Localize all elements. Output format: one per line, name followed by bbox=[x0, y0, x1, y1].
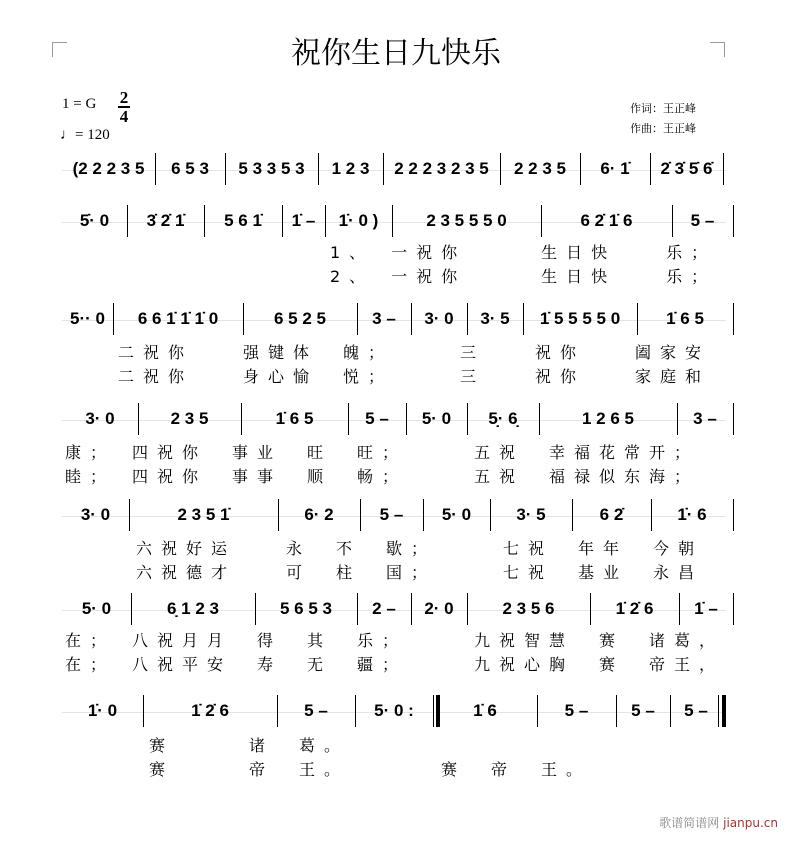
measure: 2· 0 bbox=[424, 599, 454, 618]
measure: 5 – bbox=[690, 211, 715, 230]
measure: 2 3 5 6 bbox=[502, 599, 555, 618]
lyric-verse-2: 六祝德才 可 柱 国； 七祝 基业 永昌 bbox=[136, 563, 704, 582]
barline bbox=[138, 403, 139, 435]
barline bbox=[572, 499, 573, 531]
barline bbox=[129, 499, 130, 531]
measure: 3· 0 bbox=[85, 409, 115, 428]
barline bbox=[616, 695, 617, 727]
measure: 3· 0 bbox=[424, 309, 454, 328]
measure: 1̇ – bbox=[694, 599, 718, 618]
lyric-verse-1: 1、 一祝你 生日快 乐； bbox=[330, 243, 717, 262]
barline bbox=[500, 153, 501, 185]
measure: 5 – bbox=[631, 701, 655, 720]
time-signature-top: 2 bbox=[119, 88, 129, 107]
barline bbox=[733, 303, 734, 335]
barline bbox=[155, 153, 156, 185]
lyric-verse-1: 二祝你 强键体 魄； 三 祝你 阖家安 bbox=[118, 343, 711, 362]
barline bbox=[355, 695, 356, 727]
barline bbox=[733, 593, 734, 625]
measure: 5 3 3 5 3 bbox=[238, 159, 305, 178]
measure: 1 2 6 5 bbox=[582, 409, 634, 428]
barline bbox=[241, 403, 242, 435]
barline bbox=[278, 499, 279, 531]
music-system-6 bbox=[0, 593, 792, 625]
barline bbox=[143, 695, 144, 727]
barline bbox=[383, 153, 384, 185]
lyric-verse-2: 2、 一祝你 生日快 乐； bbox=[330, 267, 717, 286]
barline bbox=[282, 205, 283, 237]
barline bbox=[467, 403, 468, 435]
lyric-verse-2: 赛 帝 王。 赛 帝 王。 bbox=[149, 760, 592, 779]
music-system-7 bbox=[0, 695, 792, 727]
barline bbox=[243, 303, 244, 335]
barline bbox=[411, 303, 412, 335]
final-barline bbox=[722, 695, 726, 727]
measure: 1̇ – bbox=[291, 211, 316, 230]
measure: 5̇· 0 bbox=[79, 211, 110, 230]
measure: 2 3 5 5 5 0 bbox=[426, 211, 507, 230]
watermark-site: 歌谱简谱网 bbox=[659, 816, 720, 830]
measure: 5· 0 bbox=[421, 409, 452, 428]
barline bbox=[590, 593, 591, 625]
barline bbox=[580, 153, 581, 185]
measure: 6 2̇ bbox=[599, 505, 624, 524]
barline bbox=[637, 303, 638, 335]
measure: 6 5 2 5 bbox=[274, 309, 326, 328]
composer-credit: 作曲：王正峰 bbox=[630, 122, 696, 135]
barline bbox=[127, 205, 128, 237]
barline bbox=[325, 205, 326, 237]
measure: 3· 0 bbox=[80, 505, 111, 524]
measure: 1̇ 2̇ 6 bbox=[615, 599, 654, 618]
measure: 5̣· 6̣ bbox=[488, 409, 518, 428]
measure: 2 – bbox=[372, 599, 396, 618]
barline bbox=[255, 593, 256, 625]
barline bbox=[433, 695, 434, 727]
lyricist-credit: 作词：王正峰 bbox=[630, 102, 696, 115]
measure: 3· 5 bbox=[516, 505, 546, 524]
measure: 3 – bbox=[693, 409, 717, 428]
lyric-verse-1: 赛 诸 葛。 bbox=[149, 736, 350, 755]
lyric-verse-2: 睦； 四祝你 事事 顺 畅； 五祝 福禄似东海； bbox=[65, 467, 700, 486]
barline bbox=[651, 499, 652, 531]
key-signature: 1 = G bbox=[62, 96, 97, 112]
lyric-verse-2: 二祝你 身心愉 悦； 三 祝你 家庭和 bbox=[118, 367, 711, 386]
measure: 5 – bbox=[564, 701, 589, 720]
measure: 5· 0 : bbox=[374, 701, 414, 720]
lyric-verse-1: 康； 四祝你 事业 旺 旺； 五祝 幸福花常开； bbox=[65, 443, 700, 462]
barline bbox=[467, 303, 468, 335]
barline bbox=[490, 499, 491, 531]
measure: 2 3 5 1̇ bbox=[177, 505, 230, 524]
barline bbox=[733, 403, 734, 435]
measure: 5· 0 bbox=[441, 505, 472, 524]
music-system-4 bbox=[0, 403, 792, 435]
barline bbox=[348, 403, 349, 435]
measure: 3 – bbox=[372, 309, 396, 328]
measure: 5· 0 bbox=[81, 599, 112, 618]
barline bbox=[357, 303, 358, 335]
measure: 6 6 1̇ 1̇ 1̇ 0 bbox=[137, 309, 219, 328]
barline bbox=[672, 205, 673, 237]
music-system-5 bbox=[0, 499, 792, 531]
measure: 5 – bbox=[365, 409, 389, 428]
music-system-2 bbox=[0, 205, 792, 237]
barline bbox=[113, 303, 114, 335]
lyric-verse-1: 在； 八祝月月 得 其 乐； 九祝智慧 赛 诸葛， bbox=[65, 631, 725, 650]
barline bbox=[360, 499, 361, 531]
music-system-1 bbox=[0, 153, 792, 185]
final-barline-thin bbox=[718, 695, 719, 727]
watermark bbox=[659, 814, 778, 831]
barline bbox=[541, 205, 542, 237]
barline bbox=[539, 403, 540, 435]
measure: 3̇ 2̇ 1̇ bbox=[146, 211, 185, 230]
barline bbox=[723, 153, 724, 185]
song-title: 祝你生日九快乐 bbox=[291, 36, 501, 71]
time-signature-bottom: 4 bbox=[119, 107, 129, 126]
measure: 2̇ 3̇ 5̇ 6̇ bbox=[660, 159, 713, 178]
measure: 5·· 0 bbox=[70, 309, 105, 328]
barline bbox=[277, 695, 278, 727]
barline bbox=[406, 403, 407, 435]
measure: 5 6 1̇ bbox=[224, 211, 262, 230]
barline bbox=[733, 499, 734, 531]
watermark-domain: jianpu.cn bbox=[723, 816, 778, 830]
measure: 6· 2 bbox=[304, 505, 334, 524]
measure: 5 – bbox=[684, 701, 708, 720]
measure: 5 – bbox=[379, 505, 404, 524]
measure: 5 6 5 3 bbox=[280, 599, 332, 618]
measure: 1̇ 2̇ 6 bbox=[191, 701, 229, 720]
measure: 6 5 3 bbox=[171, 159, 209, 178]
barline bbox=[204, 205, 205, 237]
measure: 2 3 5 bbox=[170, 409, 209, 428]
barline bbox=[411, 593, 412, 625]
measure: 1̇ 6 5 bbox=[275, 409, 314, 428]
measure: 1̇ 6 bbox=[473, 701, 497, 720]
barline bbox=[318, 153, 319, 185]
lyric-verse-2: 在； 八祝平安 寿 无 疆； 九祝心胸 赛 帝王， bbox=[65, 655, 725, 674]
measure: 5 – bbox=[304, 701, 328, 720]
barline bbox=[670, 695, 671, 727]
measure: 1̇ 5 5 5 5 0 bbox=[539, 309, 621, 328]
barline bbox=[357, 593, 358, 625]
measure: 6̣ 1 2 3 bbox=[167, 599, 219, 618]
time-signature bbox=[118, 90, 130, 124]
barline bbox=[677, 403, 678, 435]
tempo-marking: ♩= 120 bbox=[60, 127, 110, 143]
lyric-verse-1: 六祝好运 永 不 歇； 七祝 年年 今朝 bbox=[136, 539, 704, 558]
measure: 2 2 2 3 2 3 5 bbox=[394, 159, 489, 178]
measure: 6· 1̇ bbox=[600, 159, 630, 178]
barline bbox=[733, 205, 734, 237]
measure: 6 2̇ 1̇ 6 bbox=[580, 211, 633, 230]
barline bbox=[523, 303, 524, 335]
music-system-3 bbox=[0, 303, 792, 335]
measure: 3· 5 bbox=[480, 309, 510, 328]
barline bbox=[131, 593, 132, 625]
measure: 2 2 3 5 bbox=[514, 159, 566, 178]
barline bbox=[537, 695, 538, 727]
measure: 1̇· 0 bbox=[87, 701, 118, 720]
measure: 1̇ 6 5 bbox=[666, 309, 704, 328]
barline bbox=[225, 153, 226, 185]
barline bbox=[423, 499, 424, 531]
measure: 1̇· 6 bbox=[677, 505, 707, 524]
measure: 1 2 3 bbox=[331, 159, 370, 178]
barline bbox=[392, 205, 393, 237]
barline bbox=[650, 153, 651, 185]
measure: 1̇· 0 ) bbox=[338, 211, 379, 230]
barline bbox=[679, 593, 680, 625]
barline bbox=[467, 593, 468, 625]
measure: (2 2 2 3 5 bbox=[72, 159, 145, 178]
